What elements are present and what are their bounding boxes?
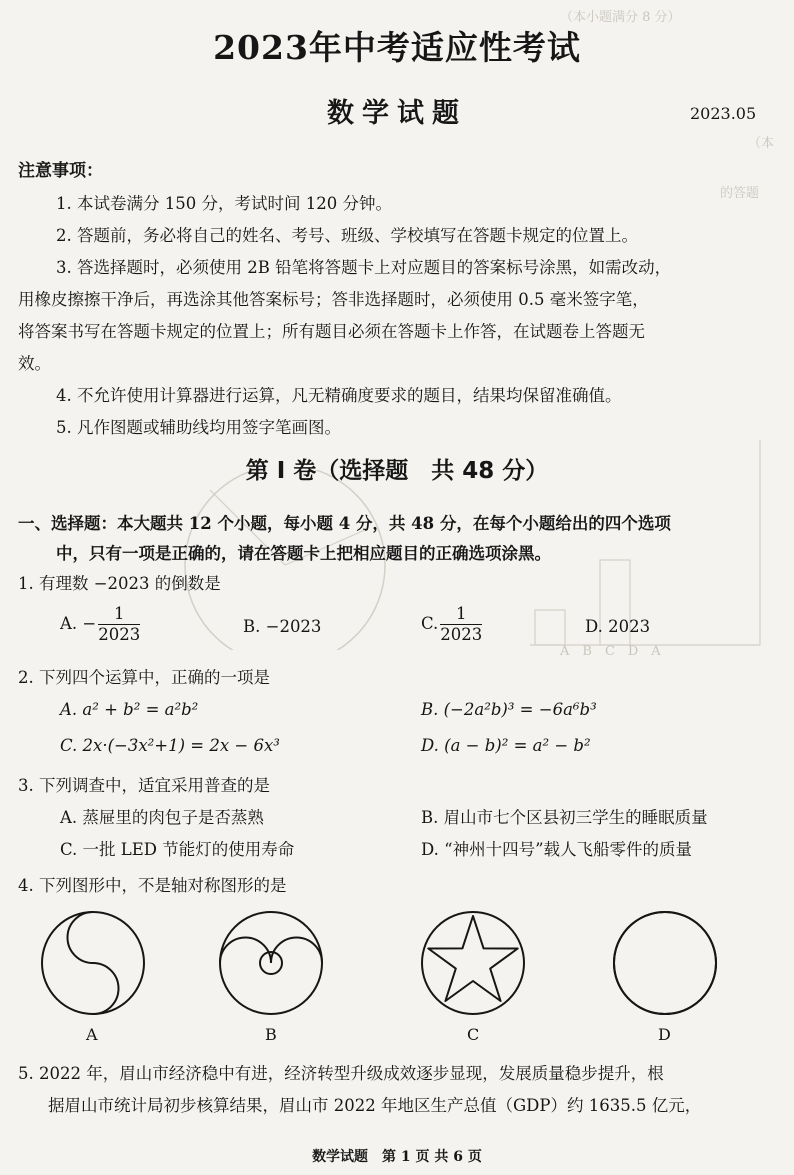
question-3-option-d: D. “神州十四号”载人飞船零件的质量 xyxy=(421,840,693,859)
question-3-option-a: A. 蒸屉里的肉包子是否蒸熟 xyxy=(60,808,264,827)
fraction xyxy=(98,604,140,645)
fraction-denominator: 2023 xyxy=(98,625,141,644)
figure-label-c: C xyxy=(467,1025,480,1044)
notice-item: 5. 凡作图题或辅助线均用签字笔画图。 xyxy=(56,418,341,437)
figure-d-three-petal xyxy=(610,908,720,1018)
question-3-option-b: B. 眉山市七个区县初三学生的睡眠质量 xyxy=(421,808,708,827)
question-1-option-c xyxy=(421,604,482,645)
question-2-stem: 2. 下列四个运算中，正确的一项是 xyxy=(18,668,270,687)
figure-b-double-arc xyxy=(216,908,326,1018)
fraction-numerator: 1 xyxy=(98,604,140,625)
notice-heading: 注意事项： xyxy=(18,161,103,181)
question-3-stem: 3. 下列调查中，适宜采用普查的是 xyxy=(18,776,270,795)
notice-item: 用橡皮擦擦干净后，再选涂其他答案标号；答非选择题时，必须使用 0.5 毫米签字笔， xyxy=(18,290,649,309)
figure-label-d: D xyxy=(658,1025,671,1044)
notice-item: 1. 本试卷满分 150 分，考试时间 120 分钟。 xyxy=(56,194,392,213)
question-1-stem: 1. 有理数 −2023 的倒数是 xyxy=(18,574,221,593)
notice-item: 2. 答题前，务必将自己的姓名、考号、班级、学校填写在答题卡规定的位置上。 xyxy=(56,226,638,245)
question-2-option-c: C. 2x·(−3x²+1) = 2x − 6x³ xyxy=(60,736,280,755)
notice-item: 4. 不允许使用计算器进行运算，凡无精确度要求的题目，结果均保留准确值。 xyxy=(56,386,622,405)
figure-a-yin-yang-curve xyxy=(38,908,148,1018)
question-2-option-a: A. a² + b² = a²b² xyxy=(60,700,199,719)
section-instructions: 中，只有一项是正确的，请在答题卡上把相应题目的正确选项涂黑。 xyxy=(56,544,551,563)
bleed-through-text: A B C D A xyxy=(560,644,661,659)
bleed-through-text: （本小题满分 8 分） xyxy=(560,10,681,25)
question-2-option-d: D. (a − b)² = a² − b² xyxy=(421,736,591,755)
fraction-numerator: 1 xyxy=(440,604,482,625)
figure-label-b: B xyxy=(265,1025,277,1044)
question-2-option-b: B. (−2a²b)³ = −6a⁶b³ xyxy=(421,700,597,719)
notice-item: 将答案书写在答题卡规定的位置上；所有题目必须在答题卡上作答，在试题卷上答题无 xyxy=(18,322,645,341)
figure-label-a: A xyxy=(86,1025,98,1044)
exam-subtitle: 数学试题 xyxy=(327,98,467,129)
section-heading: 第 I 卷（选择题 共 48 分） xyxy=(245,458,549,484)
fraction xyxy=(440,604,482,645)
question-3-option-c: C. 一批 LED 节能灯的使用寿命 xyxy=(60,840,295,859)
question-5-line-2: 据眉山市统计局初步核算结果，眉山市 2022 年地区生产总值（GDP）约 1635.5 亿元， xyxy=(48,1096,702,1115)
fraction-denominator: 2023 xyxy=(440,625,483,644)
figure-c-star xyxy=(418,908,528,1018)
bleed-through-text: 的答题 xyxy=(720,186,760,201)
page-footer: 数学试题 第 1 页 共 6 页 xyxy=(312,1149,482,1165)
option-label: A. − xyxy=(60,614,97,633)
bleed-through-text: （本 xyxy=(748,136,775,151)
question-1-option-b: B. −2023 xyxy=(243,617,322,636)
notice-item: 3. 答选择题时，必须使用 2B 铅笔将答题卡上对应题目的答案标号涂黑，如需改动， xyxy=(56,258,672,277)
question-1-option-d: D. 2023 xyxy=(585,617,651,636)
option-label: C. xyxy=(421,614,439,633)
question-1-option-a xyxy=(60,604,140,645)
question-5-line-1: 5. 2022 年，眉山市经济稳中有进，经济转型升级成效逐步显现，发展质量稳步提升，根 xyxy=(18,1064,664,1083)
section-instructions: 一、选择题：本大题共 12 个小题，每小题 4 分，共 48 分，在每个小题给出的四个选项 xyxy=(18,514,671,533)
exam-title: 2023年中考适应性考试 xyxy=(213,28,581,67)
exam-date: 2023.05 xyxy=(690,104,757,123)
question-4-stem: 4. 下列图形中，不是轴对称图形的是 xyxy=(18,876,287,895)
notice-item: 效。 xyxy=(18,354,51,373)
